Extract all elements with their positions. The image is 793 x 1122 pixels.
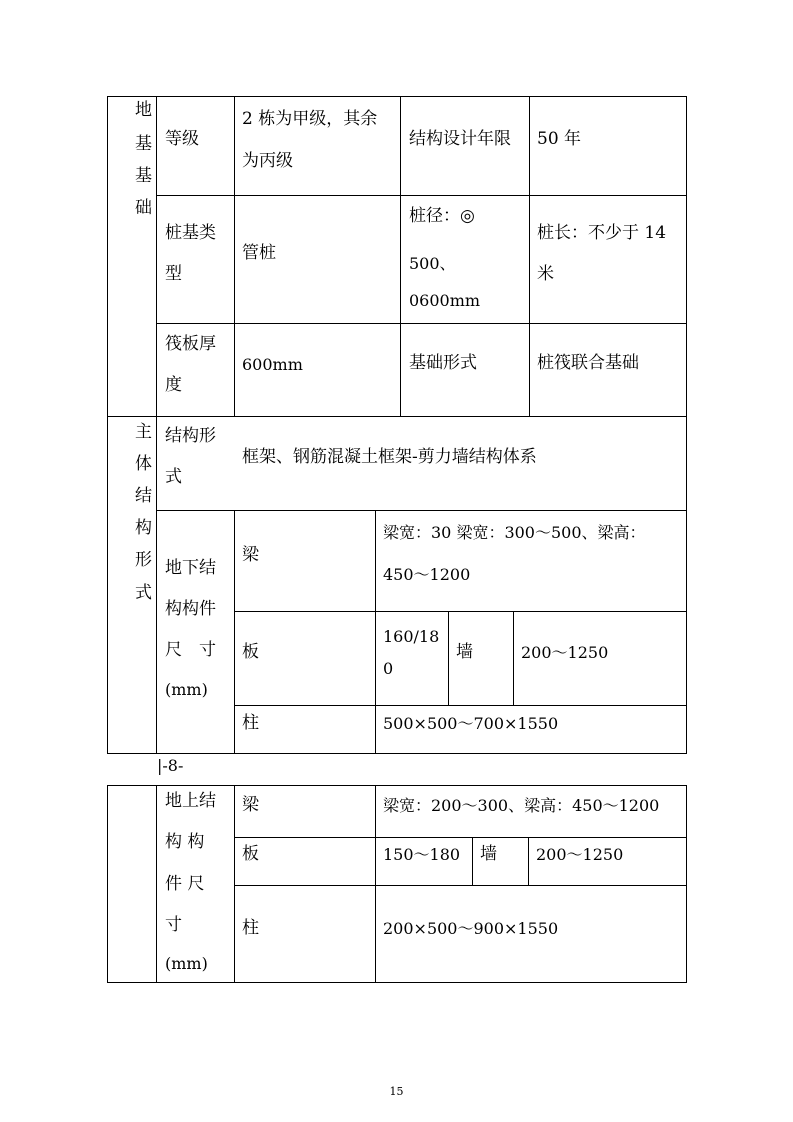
raft-thickness-label-line: 筏板厚 <box>165 334 216 354</box>
pile-type-label-line: 型 <box>165 264 182 284</box>
aboveground-label-line: (mm) <box>165 954 208 973</box>
pile-diameter-line: 0600mm <box>409 291 481 310</box>
foundation-form-value: 桩筏联合基础 <box>537 353 639 373</box>
structure-section-char: 式 <box>135 583 152 603</box>
underground-wall-label: 墙 <box>456 642 473 662</box>
aboveground-slab-label: 板 <box>242 844 259 864</box>
underground-slab-value-line: 160/18 <box>383 627 440 646</box>
underground-beam-value-line: 450～1200 <box>383 565 471 584</box>
pile-type-value: 管桩 <box>242 243 276 263</box>
grade-label: 等级 <box>165 129 199 149</box>
underground-beam-label: 梁 <box>242 545 259 565</box>
structure-section-char: 构 <box>135 518 152 538</box>
aboveground-label-line: 构 构 <box>165 832 205 852</box>
foundation-section-char: 基 <box>135 134 152 154</box>
grade-value-line: 2 栋为甲级，其余 <box>242 109 378 129</box>
structure-section-char: 结 <box>135 486 152 506</box>
aboveground-beam-value: 梁宽：200～300、梁高：450～1200 <box>383 796 660 815</box>
foundation-section-char: 地 <box>135 100 152 120</box>
structure-form-label-line: 结构形 <box>165 426 216 446</box>
aboveground-label-line: 寸 <box>165 915 182 935</box>
structure-section-char: 形 <box>135 550 152 570</box>
structure-section-char: 主 <box>135 422 152 442</box>
aboveground-label-line: 件 尺 <box>165 874 205 894</box>
page-marker: |-8- <box>157 756 184 775</box>
structure-form-value: 框架、钢筋混凝土框架-剪力墙结构体系 <box>242 447 537 467</box>
pile-length-line: 米 <box>537 264 554 284</box>
underground-slab-label: 板 <box>242 642 259 662</box>
underground-column-label: 柱 <box>242 713 259 733</box>
structure-form-label-line: 式 <box>165 467 182 487</box>
raft-thickness-value: 600mm <box>242 355 303 374</box>
underground-beam-value-line: 梁宽：30 梁宽：300～500、梁高： <box>383 523 646 542</box>
underground-slab-value-line: 0 <box>383 659 394 678</box>
pile-diameter-line: 桩径：◎ <box>409 206 475 226</box>
raft-thickness-label-line: 度 <box>165 375 182 395</box>
foundation-section-char: 础 <box>135 198 152 218</box>
aboveground-wall-label: 墙 <box>480 844 497 864</box>
underground-column-value: 500×500～700×1550 <box>383 714 559 733</box>
underground-label-line: 地下结 <box>165 558 216 578</box>
design-life-label: 结构设计年限 <box>409 129 511 149</box>
design-life-value: 50 年 <box>537 129 582 149</box>
underground-label-line: (mm) <box>165 680 208 699</box>
pile-type-label-line: 桩基类 <box>165 223 216 243</box>
page-number: 15 <box>389 1085 404 1098</box>
foundation-section-char: 基 <box>135 166 152 186</box>
aboveground-beam-label: 梁 <box>242 795 259 815</box>
aboveground-label-line: 地上结 <box>165 791 216 811</box>
pile-diameter-line: 500、 <box>409 254 456 273</box>
underground-label-line: 尺 寸 <box>165 640 216 660</box>
aboveground-column-label: 柱 <box>242 918 259 938</box>
underground-label-line: 构构件 <box>165 599 216 619</box>
structure-section-char: 体 <box>135 454 152 474</box>
grade-value-line: 为丙级 <box>242 151 293 171</box>
pile-length-line: 桩长：不少于 14 <box>537 223 667 243</box>
aboveground-column-value: 200×500～900×1550 <box>383 919 559 938</box>
aboveground-wall-value: 200～1250 <box>536 845 624 864</box>
aboveground-slab-value: 150～180 <box>383 845 461 864</box>
foundation-form-label: 基础形式 <box>409 353 477 373</box>
underground-wall-value: 200～1250 <box>521 643 609 662</box>
